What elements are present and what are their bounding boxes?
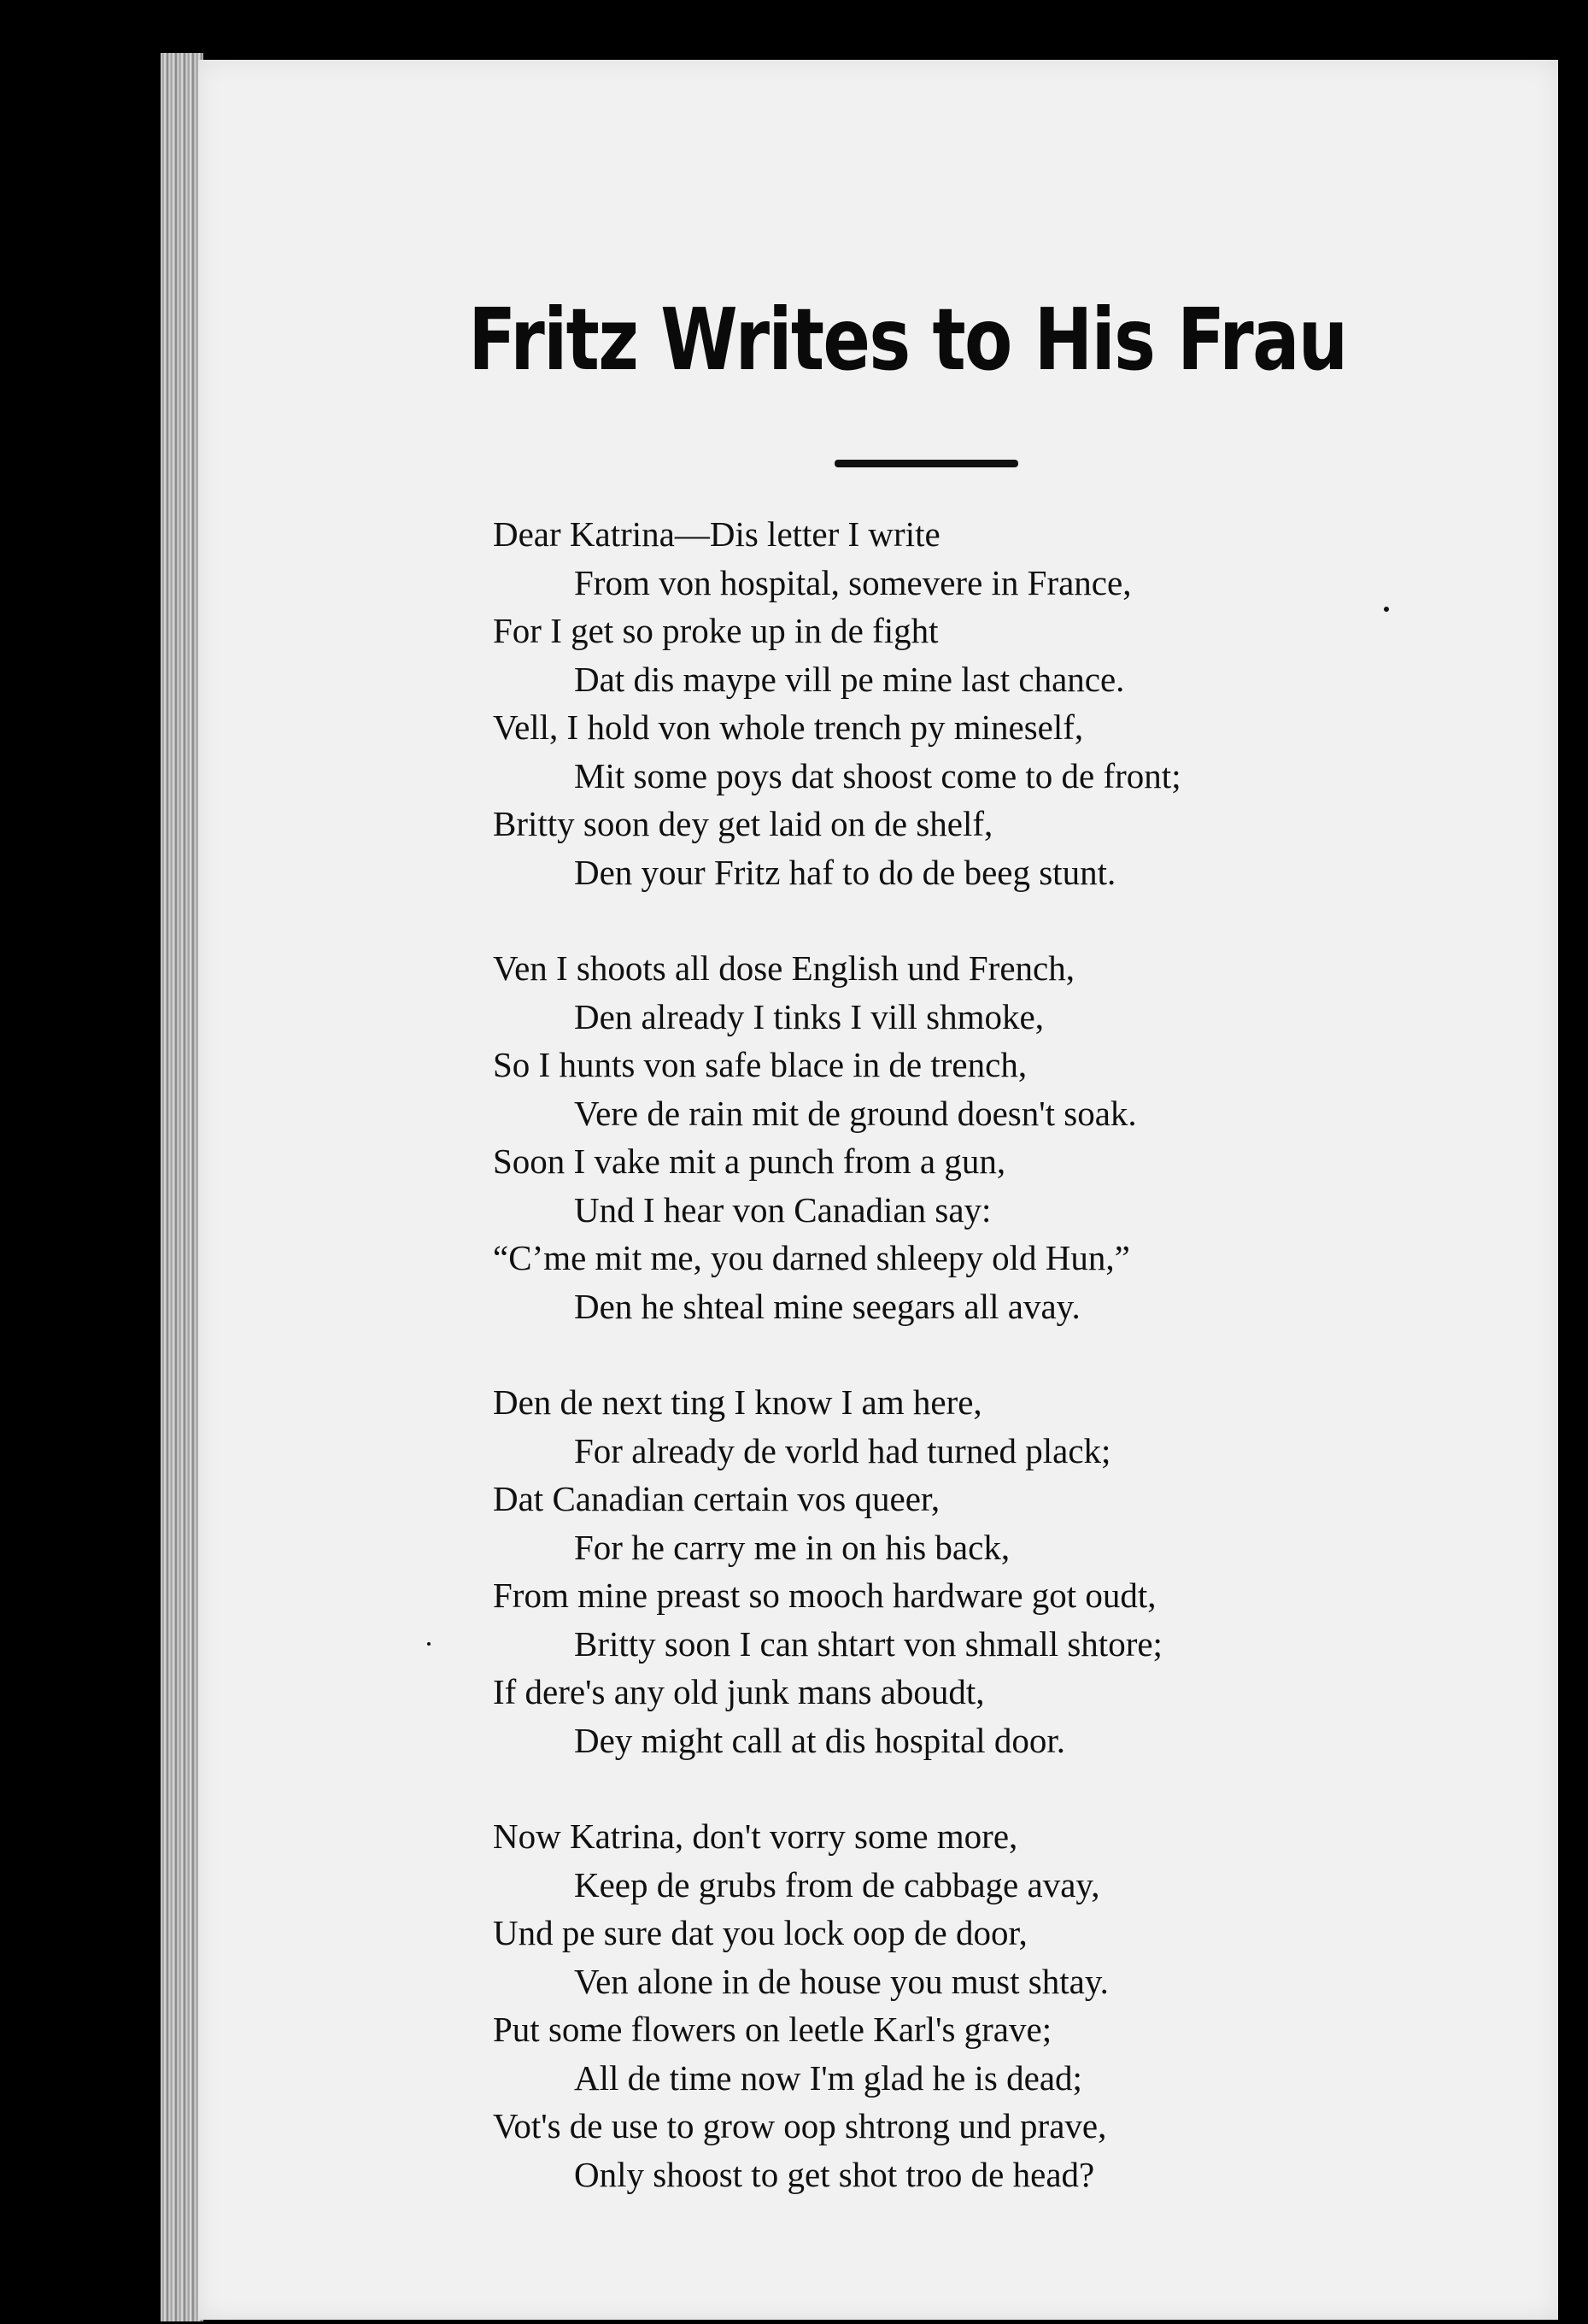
poem-line: Ven I shoots all dose English und French, — [493, 948, 1075, 988]
poem-line: Keep de grubs from de cabbage avay, — [574, 1864, 1100, 1904]
stanza-1 — [493, 510, 1561, 896]
poem-line: Soon I vake mit a punch from a gun, — [493, 1141, 1006, 1181]
poem-line: Dey might call at dis hospital door. — [574, 1720, 1066, 1760]
poem-line: For I get so proke up in de fight — [493, 611, 939, 650]
poem-line: “C’me mit me, you darned shleepy old Hun,” — [493, 1238, 1130, 1277]
poem-line: Den already I tinks I vill shmoke, — [574, 996, 1044, 1036]
poem-line: From von hospital, somevere in France, — [574, 562, 1132, 602]
poem-line: Dat dis maype vill pe mine last chance. — [574, 659, 1125, 699]
stanza-4 — [493, 1812, 1561, 2198]
poem-line: Britty soon dey get laid on de shelf, — [493, 804, 993, 843]
poem-line: Vell, I hold von whole trench py mineself, — [493, 707, 1084, 747]
poem-line: For already de vorld had turned plack; — [574, 1430, 1111, 1470]
poem-line: If dere's any old junk mans aboudt, — [493, 1672, 985, 1711]
ink-speck — [427, 1642, 431, 1646]
ink-speck — [1384, 607, 1389, 612]
poem-line: Vot's de use to grow oop shtrong und prave, — [493, 2106, 1107, 2145]
poem-line: Den he shteal mine seegars all avay. — [574, 1286, 1081, 1326]
poem-line: Den your Fritz haf to do de beeg stunt. — [574, 852, 1116, 892]
poem-line: Dear Katrina—Dis letter I write — [493, 514, 940, 554]
document-page — [198, 60, 1558, 2320]
poem-line: Now Katrina, don't vorry some more, — [493, 1816, 1018, 1856]
poem-body — [493, 510, 1561, 2246]
poem-line: Und pe sure dat you lock oop de door, — [493, 1913, 1028, 1952]
poem-line: Only shoost to get shot troo de head? — [574, 2154, 1095, 2194]
poem-line: Den de next ting I know I am here, — [493, 1382, 982, 1422]
poem-line: Und I hear von Canadian say: — [574, 1189, 992, 1229]
poem-line: Ven alone in de house you must shtay. — [574, 1961, 1109, 2001]
stanza-3 — [493, 1378, 1561, 1764]
poem-line: Britty soon I can shtart von shmall shtore; — [574, 1623, 1163, 1664]
poem-line: Dat Canadian certain vos queer, — [493, 1479, 940, 1518]
poem-line: All de time now I'm glad he is dead; — [574, 2057, 1082, 2098]
stanza-2 — [493, 944, 1561, 1330]
title-rule — [835, 460, 1018, 467]
page-binding-edge — [161, 53, 203, 2321]
poem-line: For he carry me in on his back, — [574, 1527, 1011, 1567]
poem-line: From mine preast so mooch hardware got oudt, — [493, 1576, 1157, 1615]
poem-line: Put some flowers on leetle Karl's grave; — [493, 2010, 1052, 2049]
poem-line: So I hunts von safe blace in de trench, — [493, 1045, 1028, 1084]
poem-title: Fritz Writes to His Frau — [468, 290, 1347, 390]
poem-line: Vere de rain mit de ground doesn't soak. — [574, 1093, 1137, 1133]
poem-line: Mit some poys dat shoost come to de front; — [574, 755, 1181, 795]
